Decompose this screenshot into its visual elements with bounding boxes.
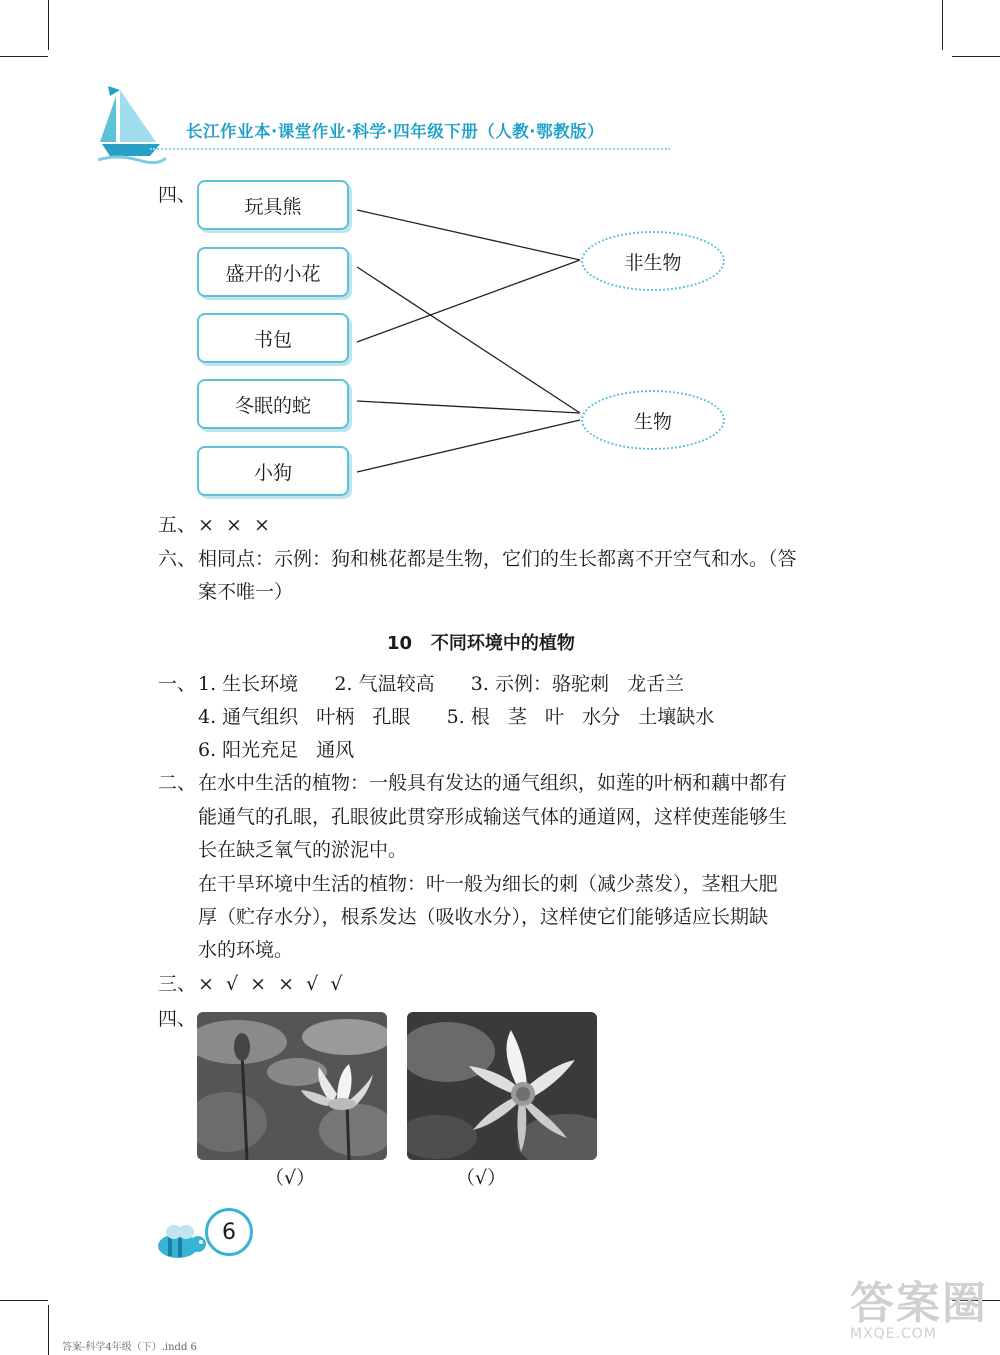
s4-label: 四、: [158, 1008, 197, 1030]
s3-label: 三、: [158, 973, 197, 995]
match-item-toy-bear: 玩具熊: [197, 180, 349, 230]
watermark-text: 答案圈: [850, 1278, 988, 1329]
lotus-photo: [197, 1012, 387, 1160]
q6-answer-line1: 相同点：示例：狗和桃花都是生物，它们的生长都离不开空气和水。（答: [198, 548, 797, 570]
match-item-schoolbag: 书包: [197, 313, 349, 363]
s2-line3: 长在缺乏氧气的淤泥中。: [198, 839, 408, 861]
crop-mark: [48, 1305, 49, 1355]
s2-line2: 能通气的孔眼，孔眼彼此贯穿形成输送气体的通道网，这样使莲能够生: [198, 806, 788, 828]
s1-line3: 6. 阳光充足 通风: [198, 739, 355, 761]
match-item-puppy: 小狗: [197, 446, 349, 496]
match-line: [357, 420, 580, 472]
section-name: 不同环境中的植物: [430, 633, 575, 654]
match-item-hibernating-snake: 冬眠的蛇: [197, 379, 349, 429]
q4-label: 四、: [158, 184, 197, 206]
q6-label: 六、: [158, 548, 197, 570]
s1-line2: 4. 通气组织 叶柄 孔眼 5. 根 茎 叶 水分 土壤缺水: [198, 706, 715, 728]
page-number: 6: [205, 1208, 253, 1256]
s2-line4: 在干旱环境中生活的植物：叶一般为细长的刺（减少蒸发），茎粗大肥: [198, 873, 778, 895]
matching-lines: [0, 0, 1000, 520]
s1-line1: 1. 生长环境 2. 气温较高 3. 示例：骆驼刺 龙舌兰: [198, 673, 685, 695]
match-target-living: 生物: [581, 390, 725, 450]
q5-answer: × × ×: [198, 514, 270, 536]
s4-answer-2: （√）: [456, 1167, 507, 1189]
s1-label: 一、: [158, 673, 197, 695]
q6-answer-line2: 案不唯一）: [198, 581, 294, 603]
match-line: [357, 210, 580, 260]
match-item-blooming-flower: 盛开的小花: [197, 247, 349, 297]
s3-answer: × √ × × √ √: [198, 973, 343, 995]
header-title: 长江作业本·课堂作业·科学·四年级下册（人教·鄂教版）: [186, 122, 605, 141]
bee-mascot-icon: [150, 1222, 208, 1262]
s2-line5: 厚（贮存水分），根系发达（吸收水分），这样使它们能够适应长期缺: [198, 906, 769, 928]
match-line: [357, 267, 580, 413]
q5-label: 五、: [158, 514, 197, 536]
s2-label: 二、: [158, 772, 197, 794]
match-target-nonliving: 非生物: [581, 231, 725, 291]
crop-mark: [0, 1300, 48, 1301]
section-number: 10: [387, 633, 413, 654]
s2-line1: 在水中生活的植物：一般具有发达的通气组织，如莲的叶柄和藕中都有: [198, 772, 788, 794]
section-title: [387, 629, 575, 655]
s2-line6: 水的环境。: [198, 939, 294, 961]
s4-answer-1: （√）: [265, 1167, 316, 1189]
match-line: [357, 401, 580, 413]
footer-file-info: 答案-科学4年级（下）.indd 6: [62, 1342, 197, 1353]
water-lily-photo: [407, 1012, 597, 1160]
watermark-url: MXQE.COM: [850, 1326, 937, 1342]
watermark: [850, 1278, 990, 1348]
match-line: [357, 260, 580, 342]
